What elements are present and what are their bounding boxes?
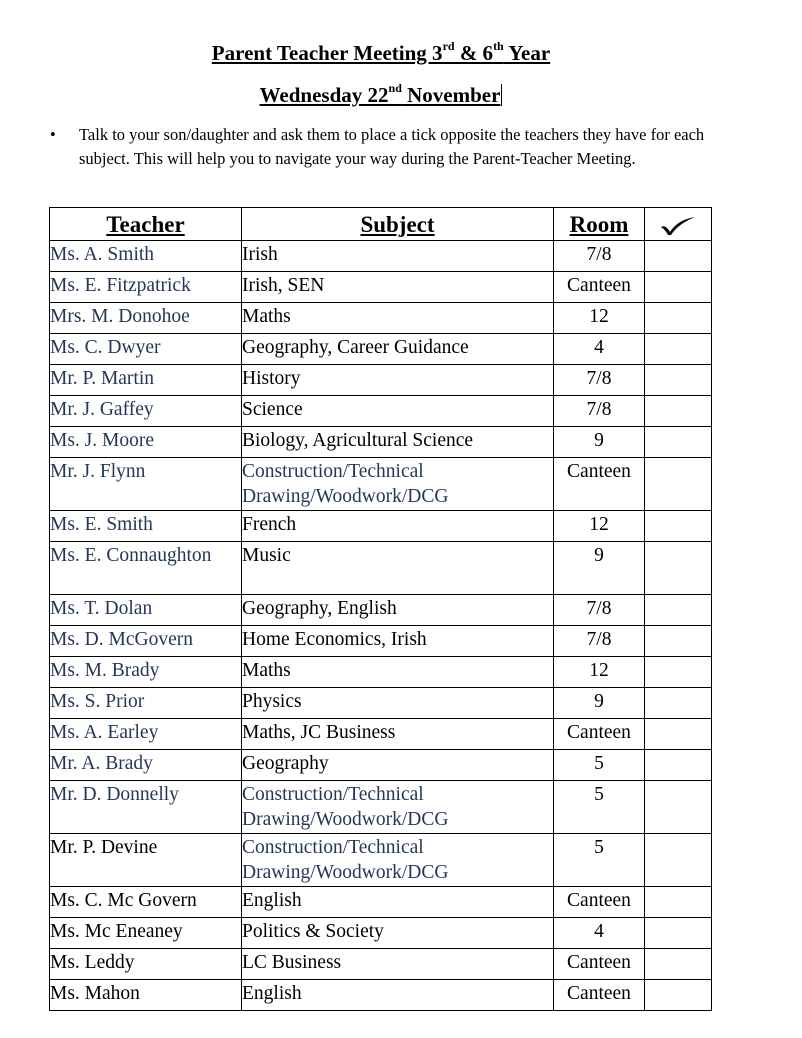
teacher-name-cell: Ms. M. Brady — [50, 657, 242, 688]
room-cell: 12 — [554, 657, 645, 688]
subject-cell: Maths — [242, 657, 554, 688]
tick-box-cell[interactable] — [645, 272, 712, 303]
table-row — [50, 626, 712, 657]
subject-cell: Geography, Career Guidance — [242, 334, 554, 365]
tick-box-cell[interactable] — [645, 834, 712, 887]
table-row — [50, 542, 712, 595]
table-row — [50, 241, 712, 272]
teacher-name-cell: Mrs. M. Donohoe — [50, 303, 242, 334]
tick-box-cell[interactable] — [645, 980, 712, 1011]
table-row — [50, 458, 712, 511]
teacher-name-cell: Ms. T. Dolan — [50, 595, 242, 626]
header-subject: Subject — [242, 208, 554, 241]
subject-cell: English — [242, 887, 554, 918]
teacher-name-cell: Mr. D. Donnelly — [50, 781, 242, 834]
room-cell: 9 — [554, 427, 645, 458]
subject-cell: Geography, English — [242, 595, 554, 626]
page-title: Parent Teacher Meeting 3rd & 6th Year — [211, 39, 551, 65]
teacher-name-cell: Ms. C. Dwyer — [50, 334, 242, 365]
table-header-row — [50, 208, 712, 241]
tick-box-cell[interactable] — [645, 750, 712, 781]
subject-cell: Construction/Technical Drawing/Woodwork/DCG — [242, 834, 554, 887]
subject-cell: Physics — [242, 688, 554, 719]
teacher-name-cell: Ms. Leddy — [50, 949, 242, 980]
table-row — [50, 657, 712, 688]
subject-cell: Music — [242, 542, 554, 595]
table-row — [50, 887, 712, 918]
room-cell: 4 — [554, 918, 645, 949]
teacher-name-cell: Mr. J. Gaffey — [50, 396, 242, 427]
table-row — [50, 427, 712, 458]
teacher-name-cell: Ms. C. Mc Govern — [50, 887, 242, 918]
instruction-text: Talk to your son/daughter and ask them to place a tick opposite the teachers they have for each subject. This will help you to navigate your way during the Parent-Teacher Meeting. — [79, 125, 705, 168]
table-row — [50, 949, 712, 980]
subject-cell: English — [242, 980, 554, 1011]
teacher-name-cell: Ms. E. Fitzpatrick — [50, 272, 242, 303]
room-cell: 7/8 — [554, 365, 645, 396]
tick-box-cell[interactable] — [645, 458, 712, 511]
text-cursor — [501, 84, 502, 106]
table-row — [50, 334, 712, 365]
room-cell: Canteen — [554, 458, 645, 511]
subject-cell: Politics & Society — [242, 918, 554, 949]
check-icon — [659, 216, 697, 236]
room-cell: 12 — [554, 303, 645, 334]
tick-box-cell[interactable] — [645, 657, 712, 688]
tick-box-cell[interactable] — [645, 719, 712, 750]
tick-box-cell[interactable] — [645, 396, 712, 427]
room-cell: 4 — [554, 334, 645, 365]
teacher-name-cell: Mr. A. Brady — [50, 750, 242, 781]
header-tick — [645, 208, 712, 241]
teacher-name-cell: Ms. Mc Eneaney — [50, 918, 242, 949]
tick-box-cell[interactable] — [645, 781, 712, 834]
room-cell: 7/8 — [554, 626, 645, 657]
room-cell: 7/8 — [554, 595, 645, 626]
room-cell: 9 — [554, 542, 645, 595]
teacher-name-cell: Ms. D. McGovern — [50, 626, 242, 657]
table-row — [50, 272, 712, 303]
teacher-name-cell: Ms. A. Earley — [50, 719, 242, 750]
room-cell: Canteen — [554, 949, 645, 980]
teacher-name-cell: Ms. E. Connaughton — [50, 542, 242, 595]
tick-box-cell[interactable] — [645, 511, 712, 542]
room-cell: 12 — [554, 511, 645, 542]
tick-box-cell[interactable] — [645, 542, 712, 595]
table-row — [50, 834, 712, 887]
subject-cell: Science — [242, 396, 554, 427]
page-subtitle-date: Wednesday 22nd November — [259, 81, 501, 107]
bullet-icon: • — [50, 125, 56, 144]
room-cell: 5 — [554, 781, 645, 834]
subject-cell: Construction/Technical Drawing/Woodwork/DCG — [242, 458, 554, 511]
table-row — [50, 365, 712, 396]
table-row — [50, 719, 712, 750]
table-row — [50, 688, 712, 719]
table-row — [50, 918, 712, 949]
table-row — [50, 511, 712, 542]
table-row — [50, 303, 712, 334]
teacher-name-cell: Ms. Mahon — [50, 980, 242, 1011]
room-cell: 5 — [554, 834, 645, 887]
room-cell: Canteen — [554, 887, 645, 918]
tick-box-cell[interactable] — [645, 918, 712, 949]
subject-cell: Irish — [242, 241, 554, 272]
subject-cell: Construction/Technical Drawing/Woodwork/DCG — [242, 781, 554, 834]
teacher-name-cell: Ms. S. Prior — [50, 688, 242, 719]
header-teacher: Teacher — [50, 208, 242, 241]
tick-box-cell[interactable] — [645, 303, 712, 334]
room-cell: 5 — [554, 750, 645, 781]
table-row — [50, 781, 712, 834]
tick-box-cell[interactable] — [645, 887, 712, 918]
room-cell: 9 — [554, 688, 645, 719]
teacher-name-cell: Ms. E. Smith — [50, 511, 242, 542]
table-row — [50, 396, 712, 427]
room-cell: Canteen — [554, 272, 645, 303]
teacher-schedule-table — [49, 207, 712, 1011]
tick-box-cell[interactable] — [645, 427, 712, 458]
room-cell: 7/8 — [554, 241, 645, 272]
teacher-name-cell: Mr. P. Martin — [50, 365, 242, 396]
subject-cell: Maths — [242, 303, 554, 334]
teacher-name-cell: Mr. J. Flynn — [50, 458, 242, 511]
room-cell: Canteen — [554, 980, 645, 1011]
room-cell: Canteen — [554, 719, 645, 750]
subject-cell: French — [242, 511, 554, 542]
subject-cell: Home Economics, Irish — [242, 626, 554, 657]
teacher-name-cell: Ms. J. Moore — [50, 427, 242, 458]
teacher-name-cell: Mr. P. Devine — [50, 834, 242, 887]
tick-box-cell[interactable] — [645, 626, 712, 657]
header-room: Room — [554, 208, 645, 241]
subject-cell: Biology, Agricultural Science — [242, 427, 554, 458]
tick-box-cell[interactable] — [645, 334, 712, 365]
subject-cell: History — [242, 365, 554, 396]
subject-cell: LC Business — [242, 949, 554, 980]
room-cell: 7/8 — [554, 396, 645, 427]
tick-box-cell[interactable] — [645, 949, 712, 980]
subject-cell: Geography — [242, 750, 554, 781]
table-row — [50, 750, 712, 781]
teacher-name-cell: Ms. A. Smith — [50, 241, 242, 272]
subject-cell: Maths, JC Business — [242, 719, 554, 750]
tick-box-cell[interactable] — [645, 595, 712, 626]
tick-box-cell[interactable] — [645, 241, 712, 272]
table-row — [50, 595, 712, 626]
tick-box-cell[interactable] — [645, 365, 712, 396]
subject-cell: Irish, SEN — [242, 272, 554, 303]
tick-box-cell[interactable] — [645, 688, 712, 719]
table-row — [50, 980, 712, 1011]
